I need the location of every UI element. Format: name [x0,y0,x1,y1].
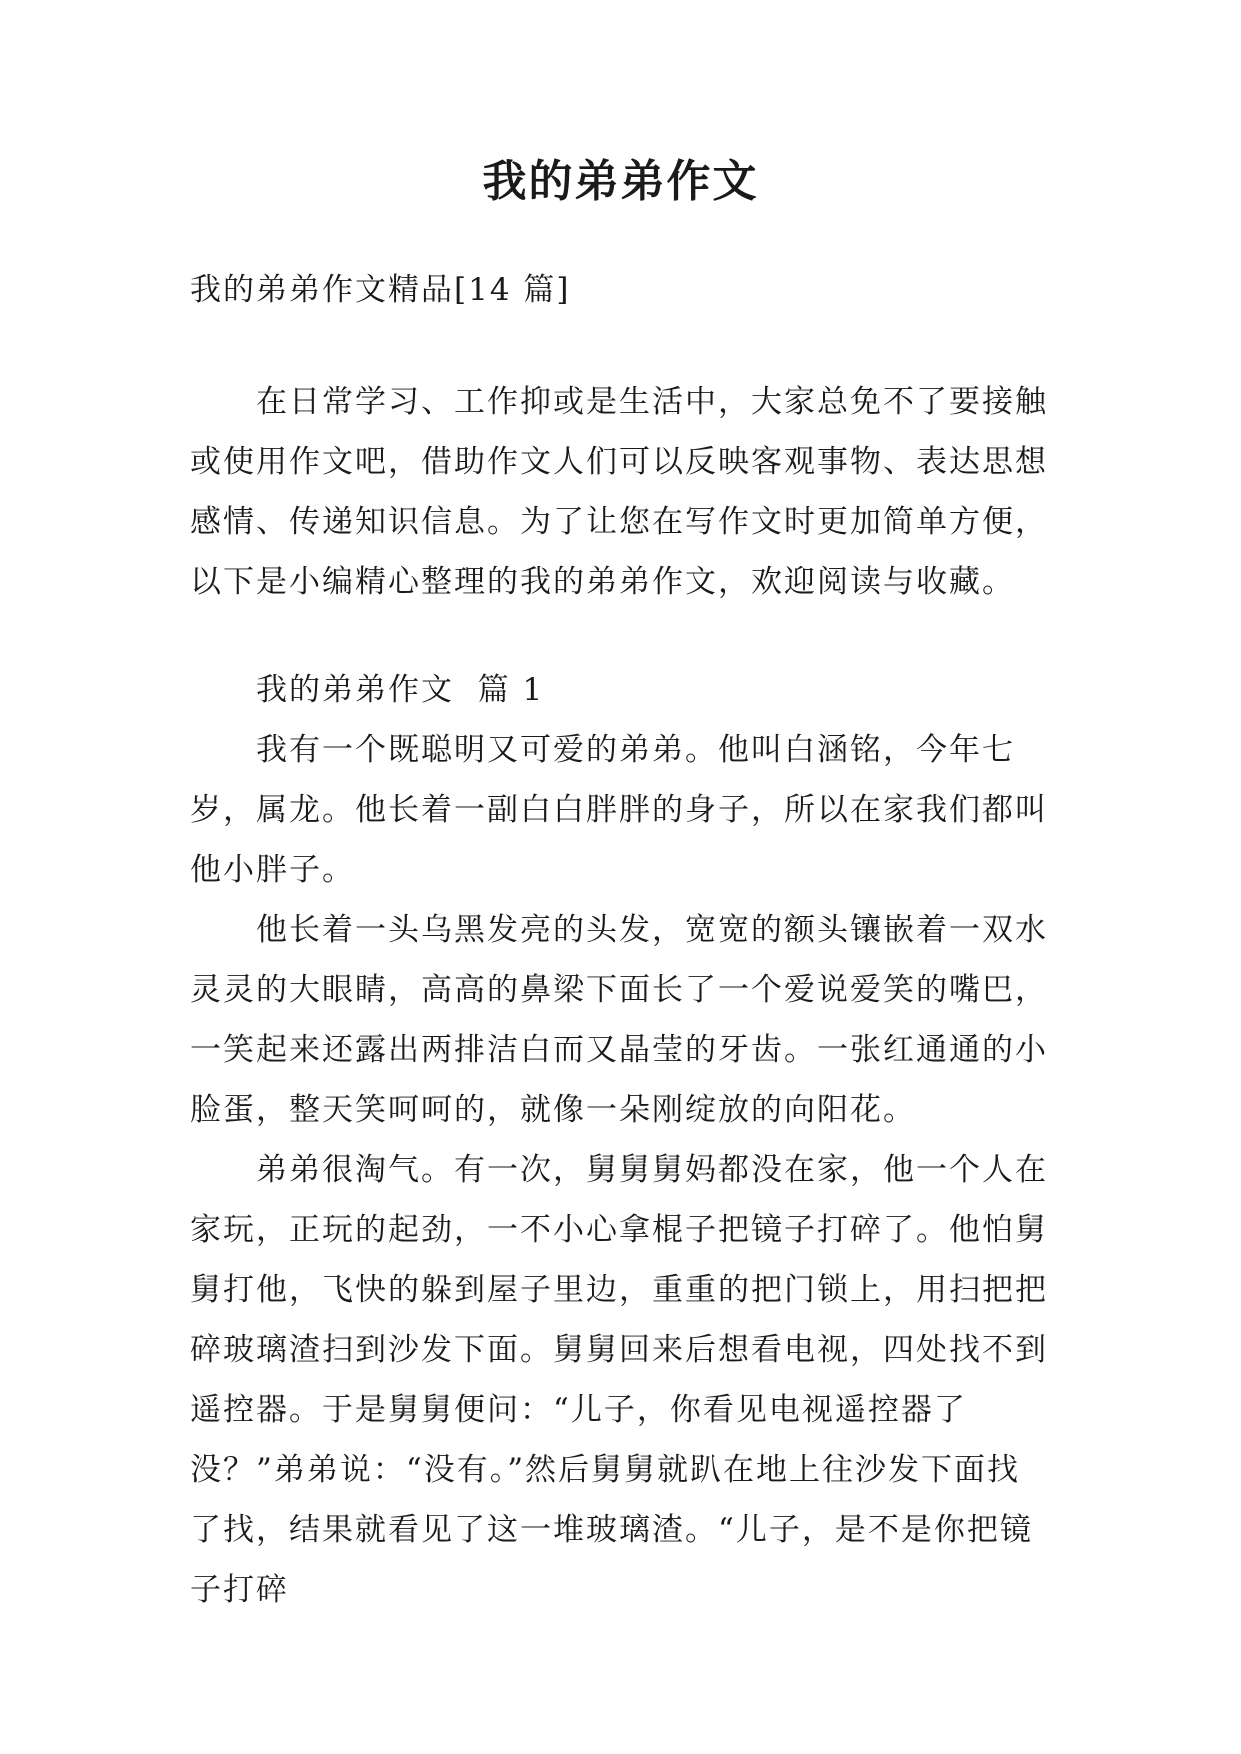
document-subtitle: 我的弟弟作文精品[14 篇] [190,272,571,308]
document-title: 我的弟弟作文 [482,156,759,207]
section-heading: 我的弟弟作文 篇 1 [256,672,545,708]
body-paragraph: 我有一个既聪明又可爱的弟弟。他叫白涵铭，今年七岁，属龙。他长着一副白白胖胖的身子，所以在家我们都叫他小胖子。 [190,732,1048,888]
intro-paragraph: 在日常学习、工作抑或是生活中，大家总免不了要接触或使用作文吧，借助作文人们可以反映客观事物、表达思想感情、传递知识信息。为了让您在写作文时更加简单方便，以下是小编精心整理的我的弟弟作文，欢迎阅读与收藏。 [190,384,1048,600]
document-body [190,260,1050,1620]
body-paragraph: 弟弟很淘气。有一次，舅舅舅妈都没在家，他一个人在家玩，正玩的起劲，一不小心拿棍子把镜子打碎了。他怕舅舅打他，飞快的躲到屋子里边，重重的把门锁上，用扫把把碎玻璃渣扫到沙发下面。舅舅回来后想看电视，四处找不到遥控器。于是舅舅便问：“儿子，你看见电视遥控器了没？”弟弟说：“没有。”然后舅舅就趴在地上往沙发下面找了找，结果就看见了这一堆玻璃渣。“儿子，是不是你把镜子打碎 [190,1152,1048,1608]
body-paragraph: 他长着一头乌黑发亮的头发，宽宽的额头镶嵌着一双水灵灵的大眼睛，高高的鼻梁下面长了一个爱说爱笑的嘴巴，一笑起来还露出两排洁白而又晶莹的牙齿。一张红通通的小脸蛋，整天笑呵呵的，就像一朵刚绽放的向阳花。 [190,912,1048,1128]
